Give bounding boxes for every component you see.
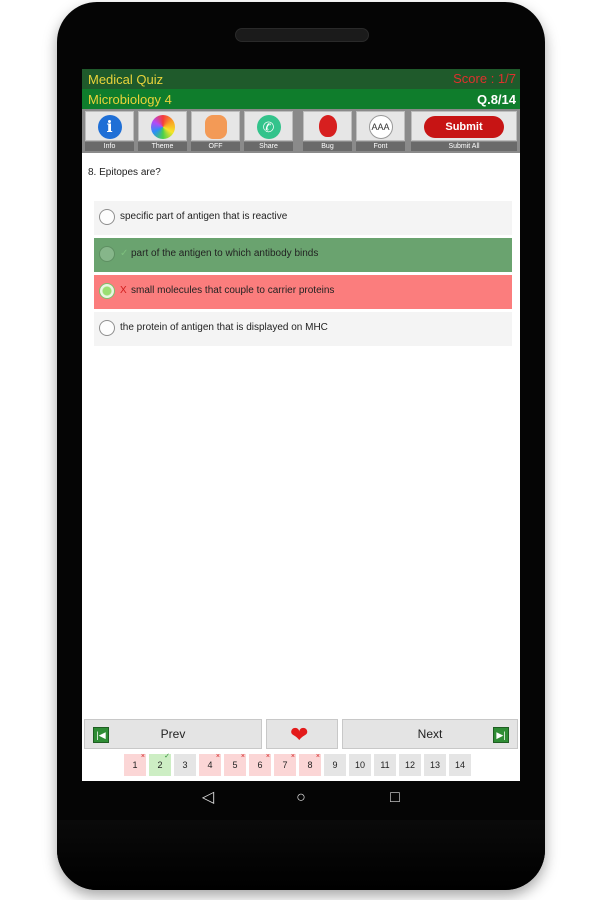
radio-button[interactable] xyxy=(99,320,115,336)
title-bar xyxy=(82,69,520,89)
theme-button-face xyxy=(138,111,187,141)
question-text: 8. Epitopes are? xyxy=(88,167,161,178)
wrong-mark-icon: × xyxy=(240,753,245,760)
favorite-button[interactable] xyxy=(266,719,338,749)
pager-item-2[interactable] xyxy=(148,753,172,777)
wrong-mark-icon: × xyxy=(140,753,145,760)
app-title: Medical Quiz xyxy=(88,72,164,87)
submit-all-button[interactable] xyxy=(411,111,517,151)
pager-item-12[interactable] xyxy=(398,753,422,777)
recents-square-icon[interactable]: □ xyxy=(390,789,400,806)
pager-item-5[interactable] xyxy=(223,753,247,777)
answer-text: small molecules that couple to carrier proteins xyxy=(131,285,335,296)
pager-item-4[interactable] xyxy=(198,753,222,777)
answer-options xyxy=(94,201,512,349)
next-label: Next xyxy=(417,727,443,741)
pager-item-3[interactable] xyxy=(173,753,197,777)
skip-back-icon: |◀ xyxy=(93,727,109,743)
submit-button-face xyxy=(411,111,517,141)
pager-item-6[interactable] xyxy=(248,753,272,777)
prev-label: Prev xyxy=(160,727,186,741)
answer-option-4[interactable] xyxy=(94,312,512,346)
correct-mark-icon: ✓ xyxy=(164,753,170,760)
answer-text: the protein of antigen that is displayed on MHC xyxy=(120,322,328,333)
pager-number: 6 xyxy=(257,760,263,770)
pager-item-13[interactable] xyxy=(423,753,447,777)
system-navigation-bar xyxy=(82,781,520,815)
ladybug-icon xyxy=(319,115,337,137)
share-button-face xyxy=(244,111,293,141)
prev-button[interactable] xyxy=(84,719,262,749)
back-triangle-icon[interactable]: ◁ xyxy=(201,789,215,806)
subject-bar xyxy=(82,89,520,109)
pager-number: 9 xyxy=(332,760,338,770)
sound-button-face xyxy=(191,111,240,141)
share-label: Share xyxy=(244,142,293,151)
answer-option-3[interactable] xyxy=(94,275,512,309)
radio-button[interactable] xyxy=(99,246,115,262)
sound-label: OFF xyxy=(191,142,240,151)
color-wheel-icon xyxy=(151,115,175,139)
submit-button[interactable]: Submit xyxy=(424,116,504,138)
font-button-face xyxy=(356,111,405,141)
submit-all-label: Submit All xyxy=(411,142,517,151)
score-label: Score : 1/7 xyxy=(453,71,516,86)
wrong-mark-icon: × xyxy=(265,753,270,760)
app-screen xyxy=(82,69,520,781)
navigation-row xyxy=(82,717,520,751)
pager-number: 13 xyxy=(429,760,440,770)
pager-number: 8 xyxy=(307,760,313,770)
theme-label: Theme xyxy=(138,142,187,151)
wrong-mark-icon: × xyxy=(315,753,320,760)
font-size-button[interactable] xyxy=(356,111,405,151)
subject-title: Microbiology 4 xyxy=(88,92,172,107)
pager-number: 4 xyxy=(207,760,213,770)
pager-number: 3 xyxy=(182,760,188,770)
pager-item-11[interactable] xyxy=(373,753,397,777)
pager-number: 5 xyxy=(232,760,238,770)
phone-bottom xyxy=(57,820,545,890)
answer-text: part of the antigen to which antibody binds xyxy=(131,248,319,259)
pager-number: 7 xyxy=(282,760,288,770)
pager-number: 1 xyxy=(132,760,138,770)
radio-button[interactable] xyxy=(99,283,115,299)
answer-option-2[interactable] xyxy=(94,238,512,272)
pager-number: 11 xyxy=(380,760,390,770)
pager-number: 2 xyxy=(157,760,163,770)
answer-text: specific part of antigen that is reactive xyxy=(120,211,288,222)
bug-report-button[interactable] xyxy=(303,111,352,151)
font-size-icon: AAA xyxy=(369,115,393,139)
info-button-face xyxy=(85,111,134,141)
pager-item-1[interactable] xyxy=(123,753,147,777)
theme-button[interactable] xyxy=(138,111,187,151)
answer-option-1[interactable] xyxy=(94,201,512,235)
wrong-mark-icon: × xyxy=(215,753,220,760)
sound-off-icon xyxy=(205,115,227,139)
info-label: Info xyxy=(85,142,134,151)
pager-item-10[interactable] xyxy=(348,753,372,777)
font-label: Font xyxy=(356,142,405,151)
radio-button[interactable] xyxy=(99,209,115,225)
question-counter: Q.8/14 xyxy=(476,92,516,107)
skip-forward-icon: ▶| xyxy=(493,727,509,743)
share-button[interactable] xyxy=(244,111,293,151)
sound-toggle-button[interactable] xyxy=(191,111,240,151)
pager-item-7[interactable] xyxy=(273,753,297,777)
bug-label: Bug xyxy=(303,142,352,151)
pager-item-8[interactable] xyxy=(298,753,322,777)
wrong-mark-icon: X xyxy=(120,285,127,296)
home-circle-icon[interactable]: ○ xyxy=(296,789,306,806)
heart-icon: ❤ xyxy=(290,722,309,747)
next-button[interactable] xyxy=(342,719,518,749)
info-icon: i xyxy=(98,115,122,139)
info-button[interactable] xyxy=(85,111,134,151)
pager-number: 12 xyxy=(404,760,415,770)
pager-item-14[interactable] xyxy=(448,753,472,777)
correct-mark-icon: ✓ xyxy=(120,248,129,259)
pager-number: 10 xyxy=(354,760,365,770)
share-icon: ✆ xyxy=(257,115,281,139)
phone-speaker xyxy=(235,28,369,42)
pager-number: 14 xyxy=(454,760,465,770)
bug-button-face xyxy=(303,111,352,141)
wrong-mark-icon: × xyxy=(290,753,295,760)
toolbar xyxy=(82,109,520,153)
pager-item-9[interactable] xyxy=(323,753,347,777)
